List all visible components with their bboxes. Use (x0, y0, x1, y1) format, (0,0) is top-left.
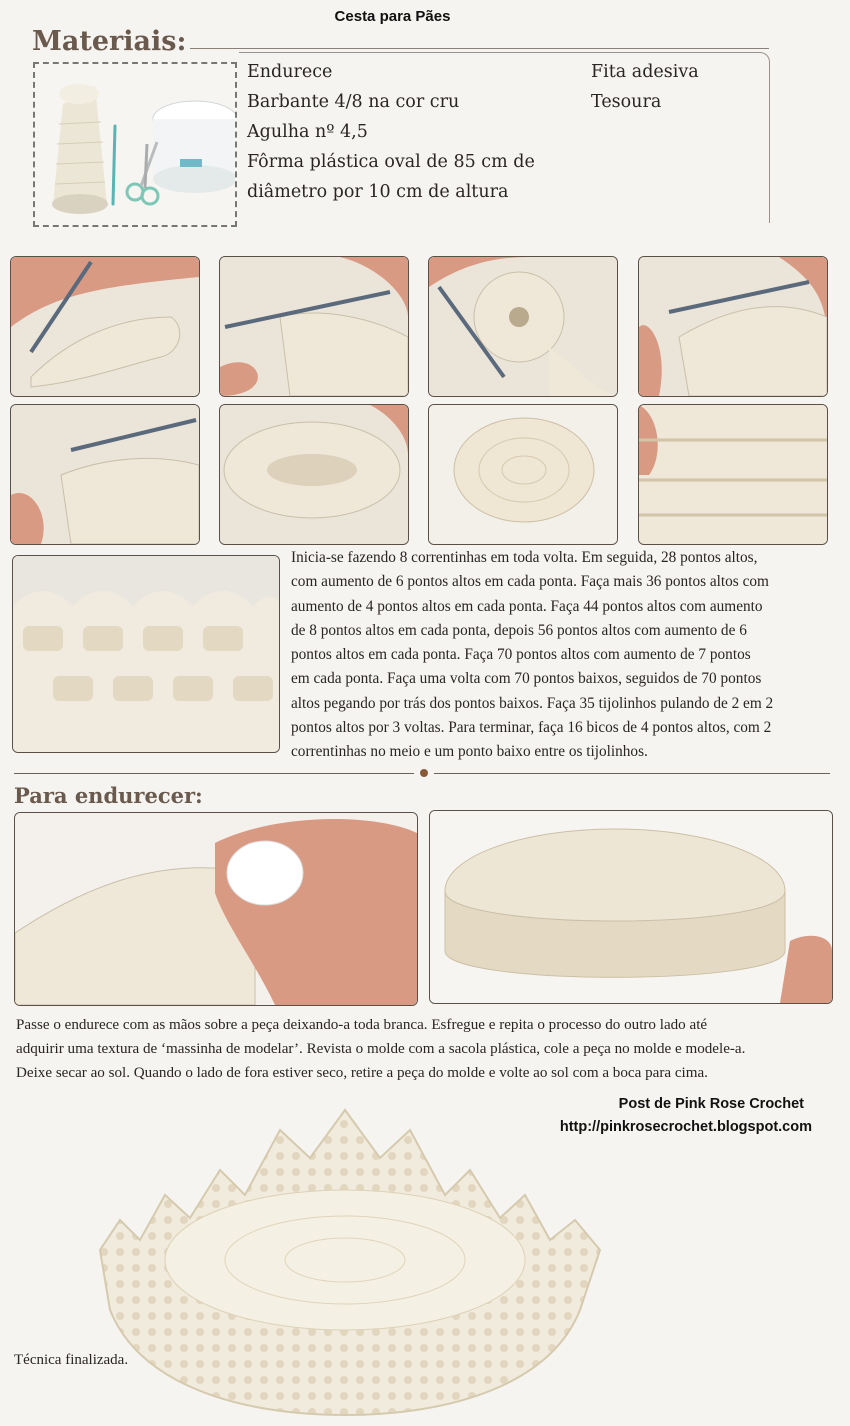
step-photo-5 (10, 404, 200, 545)
page-title: Cesta para Pães (334, 8, 451, 25)
material-item: Fita adesiva (591, 62, 699, 82)
stiffen-line: adquirir uma textura de ‘massinha de modelar’. Revista o molde com a sacola plástica, cole a peça no molde e modele-a. (16, 1041, 746, 1057)
instructions-line: pontos altos em cada ponta. Faça 70 pontos altos com aumento de 7 pontos (291, 646, 751, 664)
stiffen-photo-1 (14, 812, 418, 1006)
instructions-line: correntinhas no meio e um ponto baixo entre os tijolinhos. (291, 743, 648, 761)
instructions-line: Inicia-se fazendo 8 correntinhas em toda volta. Em seguida, 28 pontos altos, (291, 549, 758, 566)
instructions-line: com aumento de 6 pontos altos em cada ponta. Faça mais 36 pontos altos com (291, 573, 769, 591)
material-item: Tesoura (591, 92, 662, 112)
step-photo-6 (219, 404, 409, 545)
final-caption: Técnica finalizada. (14, 1352, 129, 1368)
section-divider-left (14, 773, 414, 774)
step-photo-7 (428, 404, 618, 545)
instructions-line: de 8 pontos altos em cada ponta, depois 56 pontos altos com aumento de 6 (291, 621, 747, 639)
step-photo-3 (428, 256, 618, 397)
credit-author: Post de Pink Rose Crochet (618, 1096, 804, 1112)
stiffen-text (16, 1013, 745, 1085)
materials-heading: Materiais: (32, 26, 187, 57)
step-photo-1 (10, 256, 200, 397)
credit-url[interactable]: http://pinkrosecrochet.blogspot.com (559, 1119, 812, 1135)
section-divider-right (434, 773, 830, 774)
materials-divider (190, 48, 769, 49)
divider-dot (420, 769, 428, 777)
stiffen-heading: Para endurecer: (14, 783, 203, 808)
materials-list-left (247, 57, 535, 207)
stiffen-photo-2 (429, 810, 833, 1004)
material-item: Endurece (247, 62, 333, 82)
step-photo-8 (638, 404, 828, 545)
material-item: Barbante 4/8 na cor cru (247, 92, 460, 112)
instructions-line: aumento de 4 pontos altos em cada ponta. Faça 44 pontos altos com aumento (291, 597, 763, 615)
stiffen-line: Deixe secar ao sol. Quando o lado de fora estiver seco, retire a peça do molde e volte ao sol com a boca para cima. (16, 1065, 708, 1081)
materials-list-right (591, 57, 699, 117)
step-photo-4 (638, 256, 828, 397)
step-photo-2 (219, 256, 409, 397)
instructions-line: em cada ponta. Faça uma volta com 70 pontos baixos, seguidos de 70 pontos (291, 670, 762, 688)
materials-photo (33, 62, 237, 227)
material-item: diâmetro por 10 cm de altura (247, 182, 509, 202)
instructions-text (291, 546, 773, 765)
finished-basket-image (80, 1100, 610, 1420)
material-item: Agulha nº 4,5 (247, 122, 368, 142)
instructions-line: altos pegando por trás dos pontos baixos. Faça 35 tijolinhos pulando de 2 em 2 (291, 694, 774, 712)
material-item: Fôrma plástica oval de 85 cm de (247, 152, 535, 172)
instructions-line: pontos altos por 3 voltas. Para terminar, faça 16 bicos de 4 pontos altos, com 2 (291, 719, 772, 737)
stitch-closeup-photo (12, 555, 280, 753)
stiffen-line: Passe o endurece com as mãos sobre a peça deixando-a toda branca. Esfregue e repita o processo do outro lado até (16, 1017, 708, 1033)
